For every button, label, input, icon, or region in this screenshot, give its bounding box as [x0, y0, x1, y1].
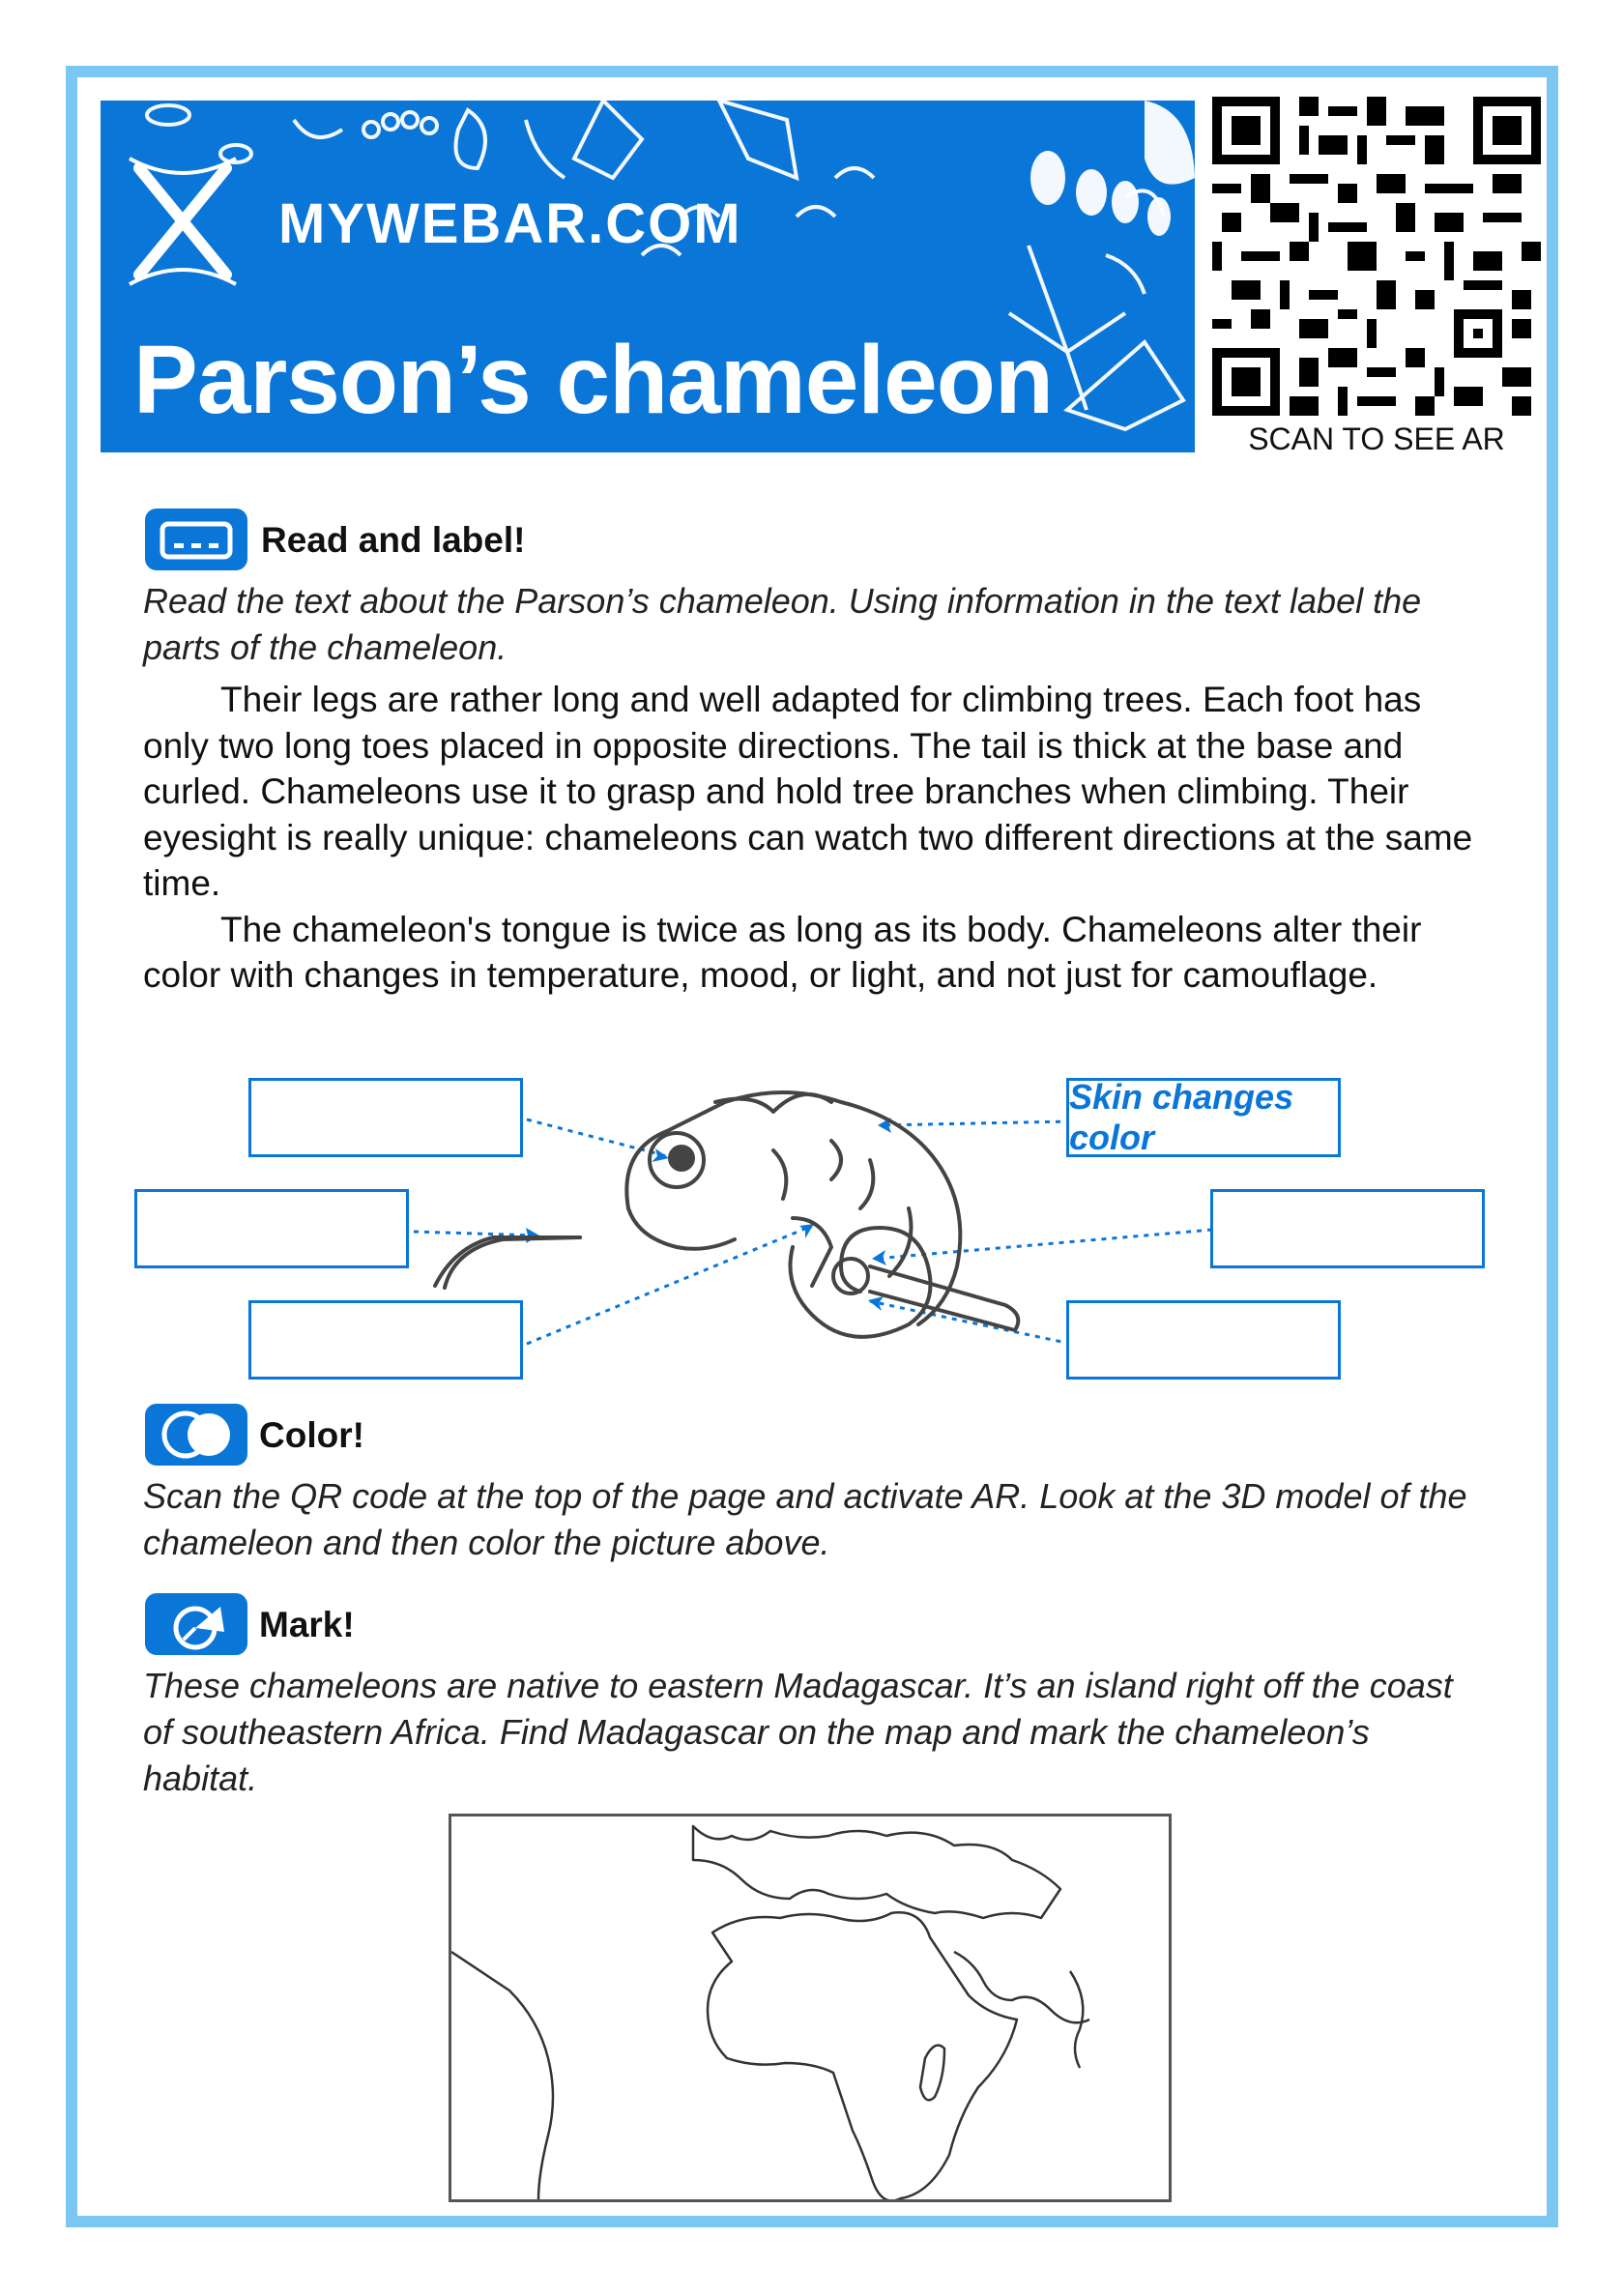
qr-code[interactable] — [1212, 97, 1541, 416]
qr-caption: SCAN TO SEE AR — [1248, 421, 1505, 456]
passage-paragraph-1: Their legs are rather long and well adapted for climbing trees. Each foot has only two long toes placed in opposite directions. The tail is thick at the base and curled. Chameleons use it to grasp and hold tree branches when climbing. Their eyesight is really unique: chameleons can watch two different directions at the same time. — [143, 680, 1473, 903]
label-box-skin[interactable]: Skin changes color — [1066, 1078, 1341, 1157]
color-instruction: Scan the QR code at the top of the page and activate AR. Look at the 3D model of the chameleon and then color the picture above. — [143, 1476, 1467, 1562]
africa-map-outline — [451, 1816, 1169, 2199]
keyboard-icon — [145, 509, 247, 570]
map-marker-icon — [145, 1593, 247, 1655]
read-label-instruction: Read the text about the Parson’s chameleon. Using information in the text label the parts of the chameleon. — [143, 581, 1422, 667]
color-toggle-icon — [145, 1404, 247, 1466]
page-title: Parson’s chameleon — [133, 326, 1053, 434]
reading-passage — [143, 677, 1487, 999]
world-map[interactable] — [449, 1814, 1172, 2202]
section-title-read-label: Read and label! — [261, 520, 526, 560]
section-title-color: Color! — [259, 1415, 364, 1455]
passage-paragraph-2: The chameleon's tongue is twice as long as its body. Chameleons alter their color with changes in temperature, mood, or light, and not just for camouflage. — [143, 909, 1422, 995]
brand-name: MYWEBAR.COM — [278, 192, 742, 255]
header-banner — [101, 101, 1195, 452]
mark-instruction: These chameleons are native to eastern Madagascar. It’s an island right off the coast of southeastern Africa. Find Madagascar on the map and mark the chameleon’s habitat. — [143, 1666, 1453, 1798]
label-box-legs[interactable] — [248, 1300, 523, 1380]
label-box-tail[interactable] — [1066, 1300, 1341, 1380]
label-box-toes[interactable] — [1210, 1189, 1485, 1268]
label-box-eye[interactable] — [248, 1078, 523, 1157]
section-title-mark: Mark! — [259, 1605, 355, 1644]
label-box-tongue[interactable] — [134, 1189, 409, 1268]
